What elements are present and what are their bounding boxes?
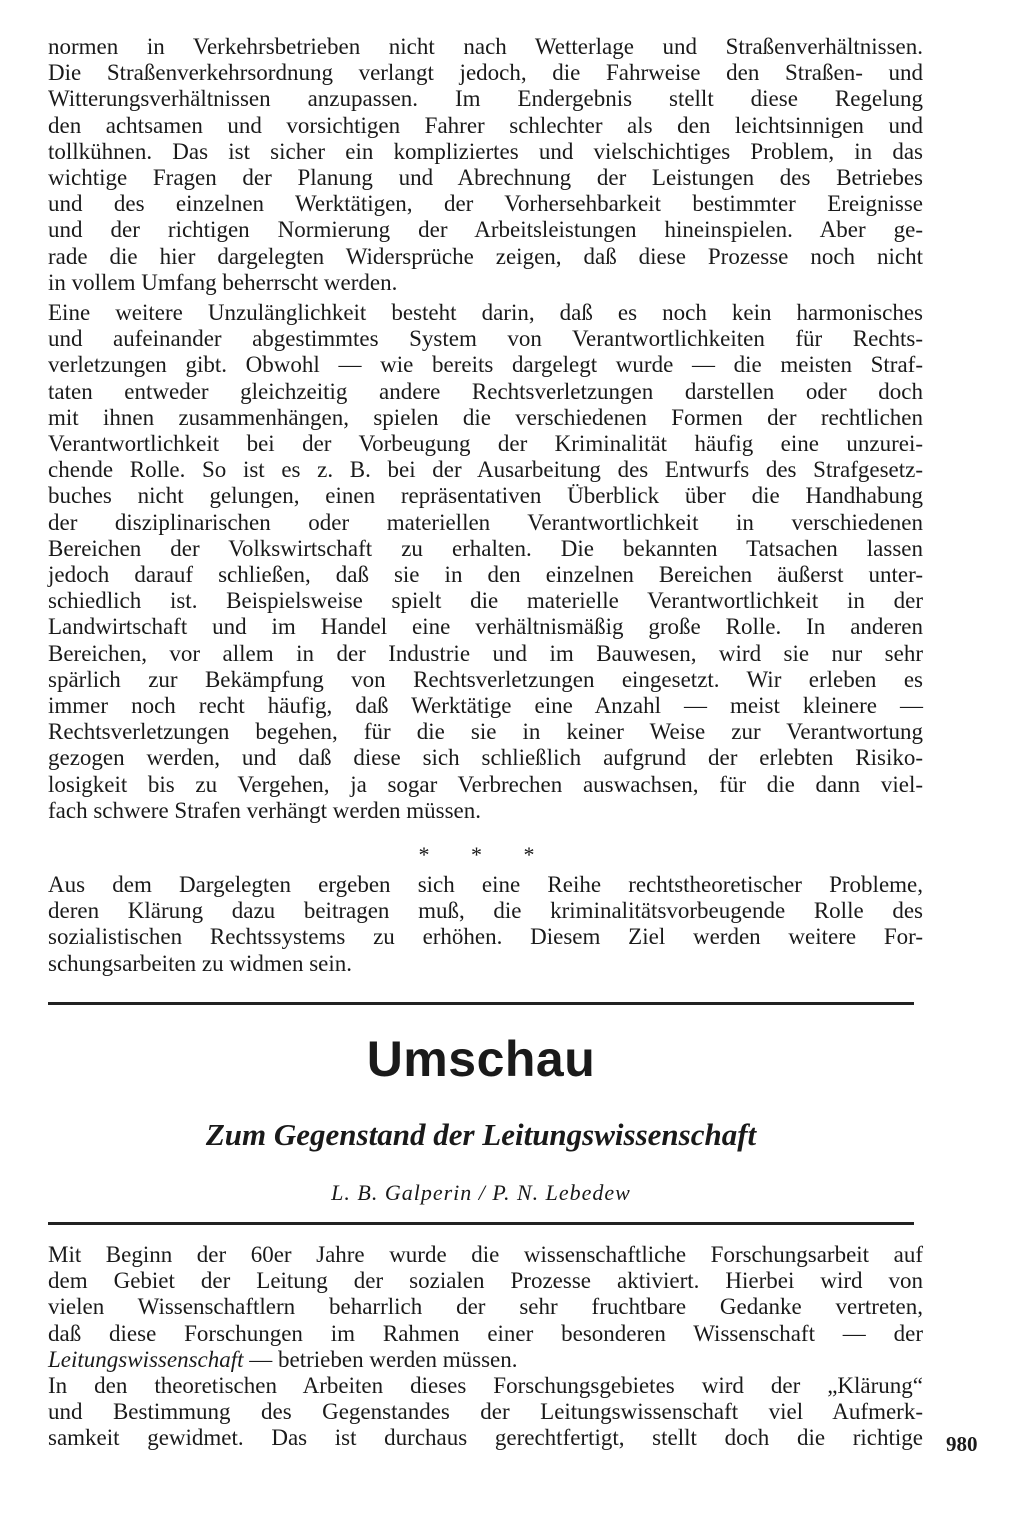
text-line: Landwirtschaft und im Handel eine verhältnismäßig große Rolle. In anderen [48, 614, 923, 640]
text-line: immer noch recht häufig, daß Werktätige eine Anzahl — meist kleinere — [48, 693, 923, 719]
text-line: der disziplinarischen oder materiellen Verantwortlichkeit in verschiedenen [48, 509, 923, 535]
text-line: sozialistischen Rechtssystems zu erhöhen. Diesem Ziel werden weitere For- [48, 924, 923, 950]
horizontal-rule-bottom [48, 1222, 914, 1225]
text-fragment: — betrieben werden müssen. [243, 1346, 518, 1372]
text-line: schiedlich ist. Beispielsweise spielt die materielle Verantwortlichkeit in der [48, 588, 923, 614]
text-line: fach schwere Strafen verhängt werden müssen. [48, 797, 481, 823]
text-line: wichtige Fragen der Planung und Abrechnung der Leistungen des Betriebes [48, 165, 923, 191]
text-line: tollkühnen. Das ist sicher ein kompliziertes und vielschichtiges Problem, in das [48, 138, 923, 164]
text-line: deren Klärung dazu beitragen muß, die kriminalitätsvorbeugende Rolle des [48, 898, 923, 924]
text-line: und Bestimmung des Gegenstandes der Leitungswissenschaft viel Aufmerk- [48, 1399, 923, 1425]
text-line: Mit Beginn der 60er Jahre wurde die wissenschaftliche Forschungsarbeit auf [48, 1242, 923, 1267]
text-line: buches nicht gelungen, einen repräsentativen Überblick über die Handhabung [48, 483, 923, 509]
text-line: normen in Verkehrsbetrieben nicht nach Wetterlage und Straßenverhältnissen. [48, 34, 923, 59]
text-line [48, 1347, 923, 1373]
text-line: Witterungsverhältnissen anzupassen. Im Endergebnis stellt diese Regelung [48, 86, 923, 112]
text-line: Bereichen der Volkswirtschaft zu erhalten. Die bekannten Tatsachen lassen [48, 535, 923, 561]
text-line: und des einzelnen Werktätigen, der Vorhersehbarkeit bestimmter Ereignisse [48, 191, 923, 217]
text-line: Eine weitere Unzulänglichkeit besteht darin, daß es noch kein harmonisches [48, 300, 923, 325]
text-line: in vollem Umfang beherrscht werden. [48, 269, 398, 295]
section-title: Umschau [366, 1031, 596, 1087]
paragraph-conclusion [48, 872, 923, 977]
text-line: losigkeit bis zu Vergehen, ja sogar Verbrechen auswachsen, für die dann viel- [48, 771, 923, 797]
article-title: Zum Gegenstand der Leitungswissenschaft [205, 1117, 757, 1152]
horizontal-rule-top [48, 1002, 914, 1005]
text-line: Bereichen, vor allem in der Industrie und im Bauwesen, wird sie nur sehr [48, 640, 923, 666]
text-line: chende Rolle. So ist es z. B. bei der Ausarbeitung des Entwurfs des Strafgesetz- [48, 457, 923, 483]
emphasized-term: Leitungswissenschaft [48, 1346, 244, 1372]
text-line: den achtsamen und vorsichtigen Fahrer schlechter als den leichtsinnigen und [48, 112, 923, 138]
text-line: taten entweder gleichzeitig andere Rechtsverletzungen darstellen oder doch [48, 378, 923, 404]
paragraph-traffic-norms [48, 34, 923, 296]
text-line: Aus dem Dargelegten ergeben sich eine Reihe rechtstheoretischer Probleme, [48, 872, 923, 897]
text-line: Verantwortlichkeit bei der Vorbeugung der Kriminalität häufig eine unzurei- [48, 431, 923, 457]
text-line: verletzungen gibt. Obwohl — wie bereits dargelegt wurde — die meisten Straf- [48, 352, 923, 378]
text-line: und der richtigen Normierung der Arbeitsleistungen hineinspielen. Aber ge- [48, 217, 923, 243]
text-line: daß diese Forschungen im Rahmen einer besonderen Wissenschaft — der [48, 1320, 923, 1346]
text-line: spärlich zur Bekämpfung von Rechtsverletzungen eingesetzt. Wir erleben es [48, 666, 923, 692]
text-line: vielen Wissenschaftlern beharrlich der sehr fruchtbare Gedanke vertreten, [48, 1294, 923, 1320]
page-number: 980 [946, 1432, 978, 1456]
article-authors: L. B. Galperin / P. N. Lebedew [331, 1180, 631, 1205]
text-line: und aufeinander abgestimmtes System von Verantwortlichkeiten für Rechts- [48, 326, 923, 352]
text-line: jedoch darauf schließen, daß sie in den einzelnen Bereichen äußerst unter- [48, 562, 923, 588]
paragraph-responsibility-system [48, 300, 923, 824]
text-line: rade die hier dargelegten Widersprüche zeigen, daß diese Prozesse noch nicht [48, 243, 923, 269]
text-line: Rechtsverletzungen begehen, für die sie in keiner Weise zur Verantwortung [48, 719, 923, 745]
section-separator: * * * [418, 842, 553, 867]
text-line: In den theoretischen Arbeiten dieses Forschungsgebietes wird der „Klärung“ [48, 1373, 923, 1399]
text-line: dem Gebiet der Leitung der sozialen Prozesse aktiviert. Hierbei wird von [48, 1268, 923, 1294]
text-line: Die Straßenverkehrsordnung verlangt jedoch, die Fahrweise den Straßen- und [48, 60, 923, 86]
paragraph-article-intro [48, 1242, 923, 1452]
text-line: gezogen werden, und daß diese sich schließlich aufgrund der erlebten Risiko- [48, 745, 923, 771]
text-line: samkeit gewidmet. Das ist durchaus gerechtfertigt, stellt doch die richtige [48, 1425, 923, 1451]
text-line: mit ihnen zusammenhängen, spielen die verschiedenen Formen der rechtlichen [48, 404, 923, 430]
text-line: schungsarbeiten zu widmen sein. [48, 950, 353, 976]
